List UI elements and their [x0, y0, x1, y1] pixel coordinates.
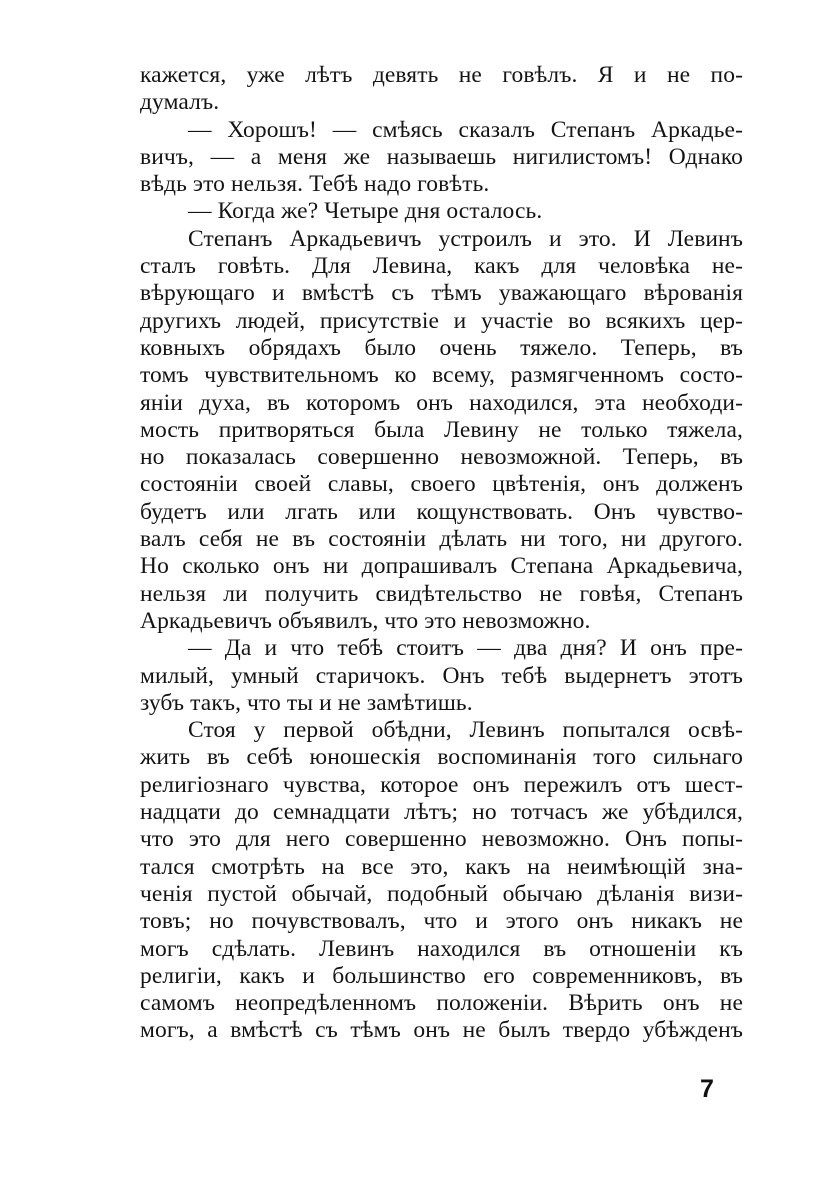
text-line: вѣдь это нельзя. Тебѣ надо говѣть. [140, 171, 490, 198]
text-line: — Когда же? Четыре дня осталось. [188, 198, 543, 225]
text-line: товъ; но почувствовалъ, что и этого онъ никакъ не [140, 908, 743, 935]
text-line: милый, умный старичокъ. Онъ тебѣ выдернетъ этотъ [140, 662, 743, 689]
text-line: религіознаго чувства, которое онъ пережилъ отъ шест- [140, 771, 743, 798]
text-line: томъ чувствительномъ ко всему, размягченномъ состо- [140, 362, 743, 389]
text-line: Степанъ Аркадьевичъ устроилъ и это. И Левинъ [188, 225, 743, 252]
text-line: что это для него совершенно невозможно. Онъ попы- [140, 826, 743, 853]
text-line: валъ себя не въ состояніи дѣлать ни того, ни другого. [140, 526, 743, 553]
text-line: могъ сдѣлать. Левинъ находился въ отношеніи къ [140, 935, 743, 962]
text-line: жить въ себѣ юношескія воспоминанія того сильнаго [140, 744, 743, 771]
text-line: состояніи своей славы, своего цвѣтенія, онъ долженъ [140, 471, 743, 498]
text-line: кажется, уже лѣтъ девять не говѣлъ. Я и не по- [140, 62, 743, 88]
text-line: вичъ, — а меня же называешь нигилистомъ! Однако [140, 143, 743, 170]
text-line: зубъ такъ, что ты и не замѣтишь. [140, 689, 473, 716]
text-line: другихъ людей, присутствіе и участіе во всякихъ цер- [140, 307, 743, 334]
text-line: религіи, какъ и большинство его современниковъ, въ [140, 962, 743, 989]
text-line: думалъ. [140, 89, 220, 116]
text-line: самомъ неопредѣленномъ положеніи. Вѣрить онъ не [140, 990, 743, 1017]
text-line: мость притворяться была Левину не только тяжела, [140, 416, 743, 443]
text-line: нельзя ли получить свидѣтельство не говѣя, Степанъ [140, 580, 743, 607]
text-line: ковныхъ обрядахъ было очень тяжело. Теперь, въ [140, 334, 743, 361]
text-line: тался смотрѣть на все это, какъ на неимѣющій зна- [140, 853, 743, 880]
book-page-text [140, 62, 743, 1045]
text-line: Но сколько онъ ни допрашивалъ Степана Аркадьевича, [140, 553, 743, 580]
text-line: Стоя у первой обѣдни, Левинъ попытался освѣ- [188, 717, 743, 744]
text-line: сталъ говѣть. Для Левина, какъ для человѣка не- [140, 253, 743, 280]
page-number: 7 [700, 1075, 714, 1103]
text-line: могъ, а вмѣстѣ съ тѣмъ онъ не былъ твердо убѣжденъ [140, 1017, 743, 1044]
text-line: Аркадьевичъ объявилъ, что это невозможно. [140, 607, 591, 634]
text-line: — Хорошъ! — смѣясь сказалъ Степанъ Аркадье- [188, 116, 743, 143]
text-line: ченія пустой обычай, подобный обычаю дѣланія визи- [140, 880, 743, 907]
text-line: но показалась совершенно невозможной. Теперь, въ [140, 444, 743, 471]
text-line: вѣрующаго и вмѣстѣ съ тѣмъ уважающаго вѣрованія [140, 280, 743, 307]
text-line: — Да и что тебѣ стоитъ — два дня? И онъ пре- [188, 635, 743, 662]
text-line: будетъ или лгать или кощунствовать. Онъ чувство- [140, 498, 743, 525]
text-line: яніи духа, въ которомъ онъ находился, эта необходи- [140, 389, 743, 416]
text-line: надцати до семнадцати лѣтъ; но тотчасъ же убѣдился, [140, 799, 743, 826]
